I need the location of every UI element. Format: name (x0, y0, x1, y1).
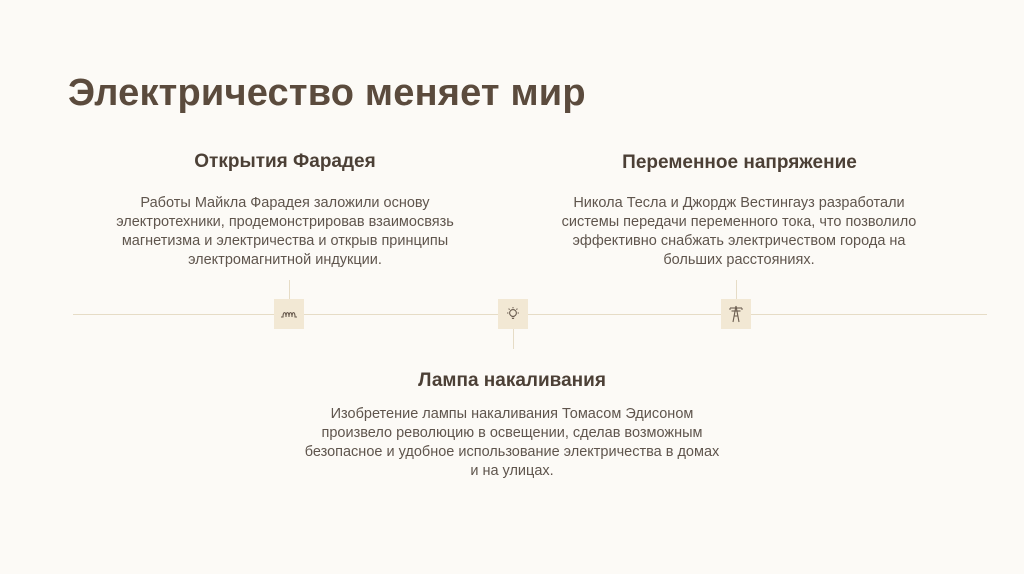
coil-icon (280, 308, 298, 320)
event-title-faraday: Открытия Фарадея (194, 151, 376, 172)
event-description-alternating-current: Никола Тесла и Джордж Вестингауз разработали системы передачи переменного тока, что позволило эффективно снабжать электричеством города на больших расстояниях. (561, 195, 917, 268)
event-title-lamp: Лампа накаливания (418, 370, 606, 391)
timeline-connector-alternating-current (736, 280, 737, 299)
timeline-connector-faraday (289, 280, 290, 299)
lightbulb-icon (505, 306, 521, 322)
timeline-marker-faraday (274, 299, 304, 329)
power-tower-icon (728, 305, 744, 323)
event-description-lamp: Изобретение лампы накаливания Томасом Эдисоном произвело революцию в освещении, сделав возможным безопасное и удобное использование электричества в домах и на улицах. (304, 406, 720, 479)
event-description-faraday: Работы Майкла Фарадея заложили основу электротехники, продемонстрировав взаимосвязь магнетизма и электричества и открыв принципы электромагнитной индукции. (116, 195, 454, 268)
timeline-marker-alternating-current (721, 299, 751, 329)
timeline-line (73, 314, 987, 315)
slide-title: Электричество меняет мир (68, 72, 586, 114)
event-title-alternating-current: Переменное напряжение (622, 152, 857, 173)
timeline-connector-lamp (513, 329, 514, 349)
timeline-marker-lamp (498, 299, 528, 329)
